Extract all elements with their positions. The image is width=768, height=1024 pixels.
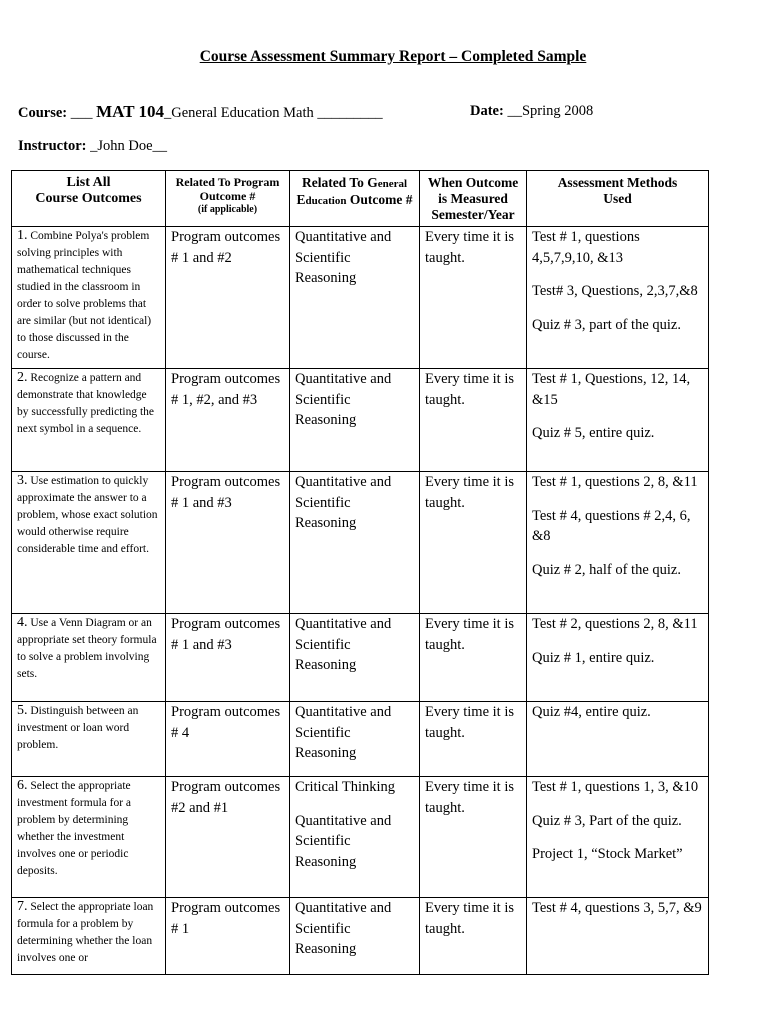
program-cell: Program outcomes # 4 bbox=[166, 702, 290, 777]
instructor-label: Instructor: bbox=[18, 138, 87, 154]
table-row bbox=[12, 777, 709, 898]
instructor-line bbox=[18, 138, 167, 155]
program-cell: Program outcomes # 1 and #2 bbox=[166, 227, 290, 369]
outcome-cell: 3. Use estimation to quickly approximate the answer to a problem, whose exact solution would otherwise require considerable time and effort. bbox=[12, 472, 166, 614]
outcome-cell: 5. Distinguish between an investment or loan word problem. bbox=[12, 702, 166, 777]
methods-cell: Test # 1, questions 4,5,7,9,10, &13 Test# 3, Questions, 2,3,7,&8 Quiz # 3, part of the quiz. bbox=[527, 227, 709, 369]
when-cell: Every time it is taught. bbox=[420, 369, 527, 472]
gened-cell: Quantitative and Scientific Reasoning bbox=[290, 898, 420, 975]
gened-cell: Quantitative and Scientific Reasoning bbox=[290, 369, 420, 472]
methods-cell: Test # 4, questions 3, 5,7, &9 bbox=[527, 898, 709, 975]
course-line bbox=[18, 102, 383, 122]
header-gened-outcome: Related To General Education Outcome # bbox=[290, 171, 420, 227]
outcome-cell: 4. Use a Venn Diagram or an appropriate set theory formula to solve a problem involving sets. bbox=[12, 614, 166, 702]
when-cell: Every time it is taught. bbox=[420, 702, 527, 777]
gened-cell: Critical Thinking Quantitative and Scientific Reasoning bbox=[290, 777, 420, 898]
header-course-outcomes: List All Course Outcomes bbox=[12, 171, 166, 227]
assessment-table bbox=[11, 170, 709, 975]
table-row bbox=[12, 898, 709, 975]
table-row bbox=[12, 227, 709, 369]
header-when-measured: When Outcome is Measured Semester/Year bbox=[420, 171, 527, 227]
instructor-value: _John Doe__ bbox=[86, 138, 168, 154]
methods-cell: Quiz #4, entire quiz. bbox=[527, 702, 709, 777]
course-prefix: ___ bbox=[67, 105, 97, 121]
program-cell: Program outcomes # 1, #2, and #3 bbox=[166, 369, 290, 472]
when-cell: Every time it is taught. bbox=[420, 614, 527, 702]
gened-cell: Quantitative and Scientific Reasoning bbox=[290, 614, 420, 702]
program-cell: Program outcomes # 1 and #3 bbox=[166, 472, 290, 614]
program-cell: Program outcomes # 1 and #3 bbox=[166, 614, 290, 702]
header-assessment-methods: Assessment Methods Used bbox=[527, 171, 709, 227]
report-title: Course Assessment Summary Report – Completed Sample bbox=[199, 48, 587, 65]
course-name: _General Education Math _________ bbox=[163, 105, 383, 121]
header-program-outcome: Related To Program Outcome # (if applicable) bbox=[166, 171, 290, 227]
table-row bbox=[12, 369, 709, 472]
course-code: MAT 104 bbox=[96, 102, 164, 121]
when-cell: Every time it is taught. bbox=[420, 472, 527, 614]
outcome-cell: 1. Combine Polya's problem solving principles with mathematical techniques studied in the classroom in order to solve problems that are similar (but not identical) to those discussed in the course. bbox=[12, 227, 166, 369]
methods-cell: Test # 1, questions 1, 3, &10 Quiz # 3, Part of the quiz. Project 1, “Stock Market” bbox=[527, 777, 709, 898]
table-row bbox=[12, 614, 709, 702]
program-cell: Program outcomes #2 and #1 bbox=[166, 777, 290, 898]
date-value: __Spring 2008 bbox=[503, 103, 594, 119]
program-cell: Program outcomes # 1 bbox=[166, 898, 290, 975]
when-cell: Every time it is taught. bbox=[420, 777, 527, 898]
table-row bbox=[12, 702, 709, 777]
gened-cell: Quantitative and Scientific Reasoning bbox=[290, 472, 420, 614]
header-row bbox=[12, 171, 709, 227]
gened-cell: Quantitative and Scientific Reasoning bbox=[290, 702, 420, 777]
when-cell: Every time it is taught. bbox=[420, 227, 527, 369]
methods-cell: Test # 2, questions 2, 8, &11 Quiz # 1, entire quiz. bbox=[527, 614, 709, 702]
date-label: Date: bbox=[470, 103, 504, 119]
outcome-cell: 7. Select the appropriate loan formula for a problem by determining whether the loan involves one or bbox=[12, 898, 166, 975]
outcome-cell: 2. Recognize a pattern and demonstrate that knowledge by successfully predicting the next symbol in a sequence. bbox=[12, 369, 166, 472]
methods-cell: Test # 1, Questions, 12, 14, &15 Quiz # 5, entire quiz. bbox=[527, 369, 709, 472]
table-row bbox=[12, 472, 709, 614]
date-line bbox=[470, 103, 593, 120]
methods-cell: Test # 1, questions 2, 8, &11 Test # 4, questions # 2,4, 6, &8 Quiz # 2, half of the quiz. bbox=[527, 472, 709, 614]
course-label: Course: bbox=[18, 105, 68, 121]
outcome-cell: 6. Select the appropriate investment formula for a problem by determining whether the investment involves one or periodic deposits. bbox=[12, 777, 166, 898]
when-cell: Every time it is taught. bbox=[420, 898, 527, 975]
gened-cell: Quantitative and Scientific Reasoning bbox=[290, 227, 420, 369]
